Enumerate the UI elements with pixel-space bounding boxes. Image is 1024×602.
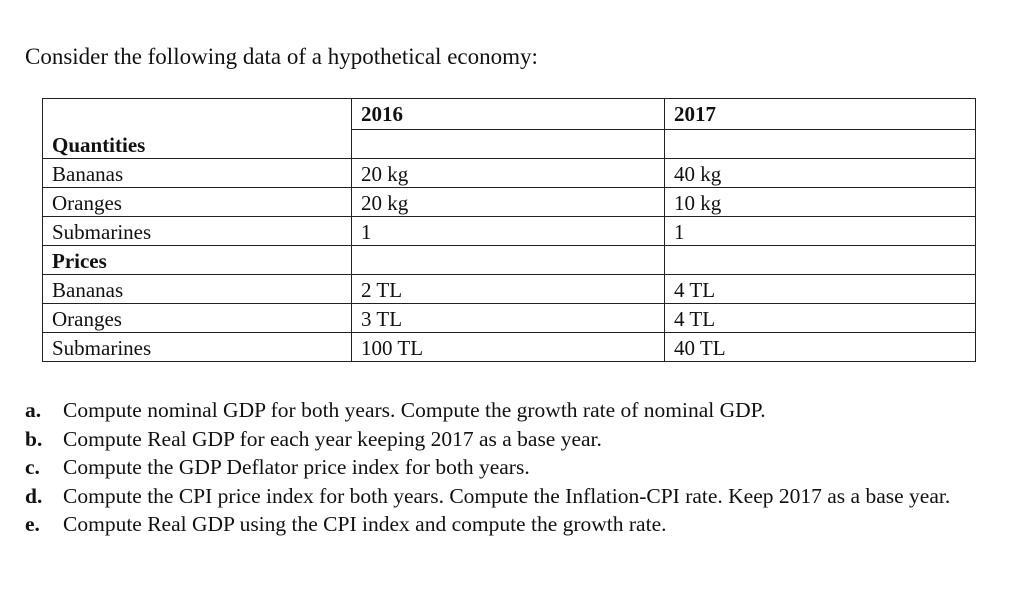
question-marker: e. xyxy=(25,512,40,536)
header-2016: 2016 xyxy=(352,99,665,130)
question-marker: b. xyxy=(25,426,43,451)
cell-2017: 40 kg xyxy=(665,159,976,188)
table-row xyxy=(43,304,976,333)
table-row xyxy=(43,275,976,304)
question-text: Compute nominal GDP for both years. Compute the growth rate of nominal GDP. xyxy=(63,398,766,422)
cell-2016: 20 kg xyxy=(352,188,665,217)
cell-2016: 1 xyxy=(352,217,665,246)
question-item-d xyxy=(25,482,1000,511)
question-text: Compute the CPI price index for both years. Compute the Inflation-CPI rate. Keep 2017 as a base year. xyxy=(63,483,951,508)
cell-2017: 4 TL xyxy=(665,304,976,333)
row-label: Submarines xyxy=(43,333,352,362)
table-row xyxy=(43,217,976,246)
cell-2017: 40 TL xyxy=(665,333,976,362)
table-header-row xyxy=(43,99,976,130)
header-corner-cell xyxy=(43,99,352,130)
question-item-b xyxy=(25,425,1000,454)
header-2017: 2017 xyxy=(665,99,976,130)
cell-2016: 20 kg xyxy=(352,159,665,188)
section-label-quantities: Quantities xyxy=(43,130,352,159)
question-item-e xyxy=(25,510,1000,539)
question-text: Compute Real GDP for each year keeping 2017 as a base year. xyxy=(63,426,602,451)
row-label: Oranges xyxy=(43,304,352,333)
section-label-prices: Prices xyxy=(43,246,352,275)
question-text: Compute Real GDP using the CPI index and compute the growth rate. xyxy=(63,512,667,536)
cell-2017: 10 kg xyxy=(665,188,976,217)
question-marker: a. xyxy=(25,398,42,422)
table-row-prices-heading xyxy=(43,246,976,275)
cell-2016: 100 TL xyxy=(352,333,665,362)
cell-2016: 2 TL xyxy=(352,275,665,304)
question-text: Compute the GDP Deflator price index for both years. xyxy=(63,455,530,479)
row-label: Bananas xyxy=(43,275,352,304)
intro-text: Consider the following data of a hypothetical economy: xyxy=(25,44,538,69)
table-row-quantities-heading xyxy=(43,130,976,159)
row-label: Bananas xyxy=(43,159,352,188)
row-label: Oranges xyxy=(43,188,352,217)
row-label: Submarines xyxy=(43,217,352,246)
cell-2017 xyxy=(665,130,976,159)
question-item-a xyxy=(25,396,1000,425)
question-marker: d. xyxy=(25,483,43,508)
question-list xyxy=(25,396,1000,539)
cell-2016: 3 TL xyxy=(352,304,665,333)
cell-2017 xyxy=(665,246,976,275)
cell-2017: 1 xyxy=(665,217,976,246)
question-item-c xyxy=(25,453,1000,482)
economy-data-table xyxy=(42,98,976,362)
table-row xyxy=(43,159,976,188)
cell-2017: 4 TL xyxy=(665,275,976,304)
cell-2016 xyxy=(352,246,665,275)
question-marker: c. xyxy=(25,455,40,479)
table-row xyxy=(43,333,976,362)
cell-2016 xyxy=(352,130,665,159)
table-row xyxy=(43,188,976,217)
